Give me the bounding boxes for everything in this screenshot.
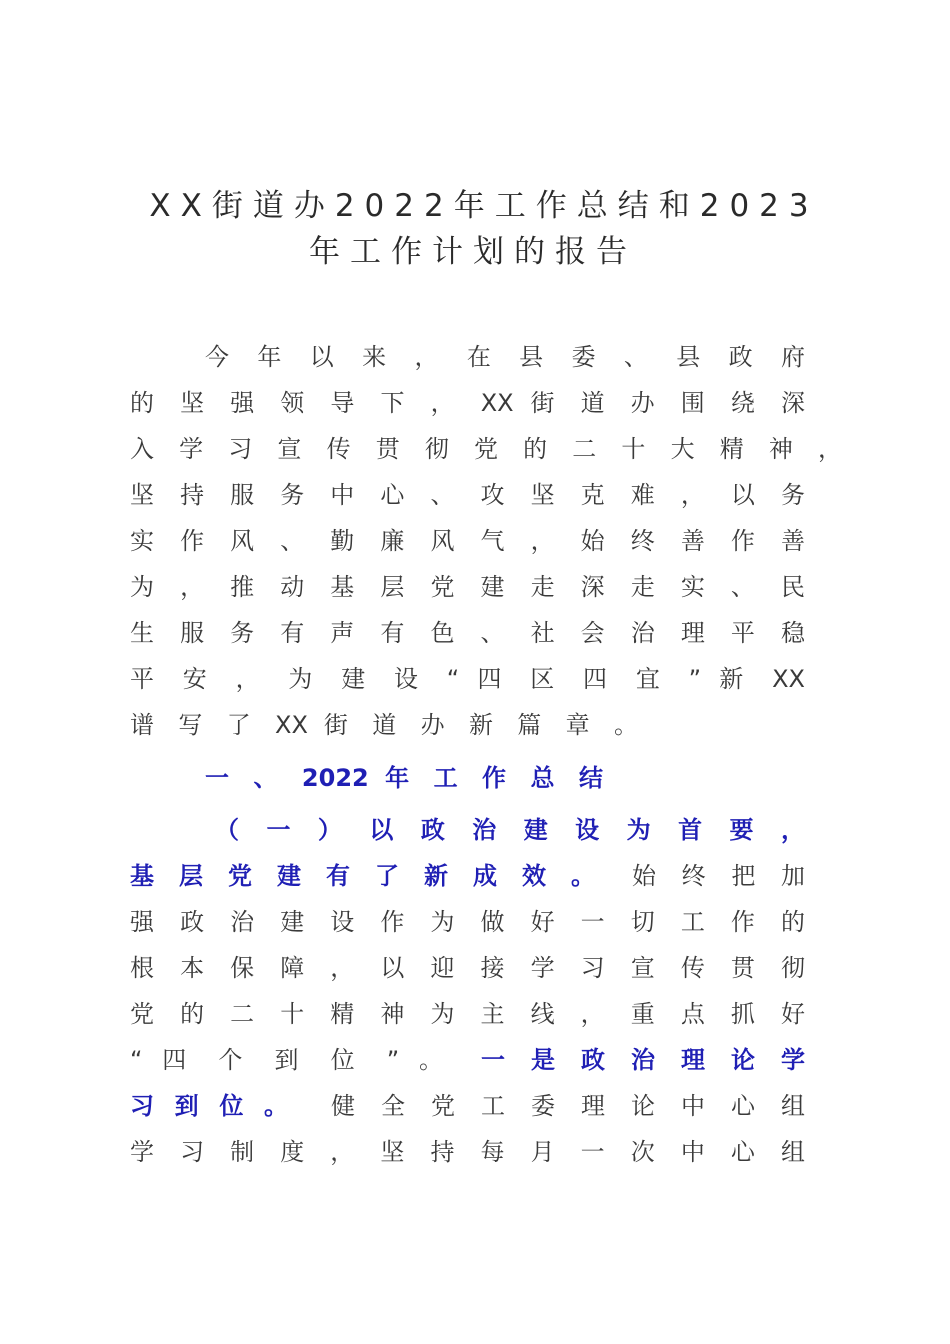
paragraph-line: 根 本 保 障 ， 以 迎 接 学 习 宣 传 贯 彻	[130, 954, 805, 982]
subsection-heading-cont: 基 层 党 建 有 了 新 成 效 。	[130, 862, 595, 890]
paragraph-line: 谱 写 了 XX 街 道 办 新 篇 章 。	[130, 711, 638, 739]
paragraph-line: 学 习 制 度 ， 坚 持 每 月 一 次 中 心 组	[130, 1138, 805, 1166]
paragraph-line: 坚 持 服 务 中 心 、 攻 坚 克 难 ， 以 务	[130, 481, 805, 509]
paragraph-line: 党 的 二 十 精 神 为 主 线 ， 重 点 抓 好	[130, 1000, 805, 1028]
paragraph-line: 入 学 习 宣 传 贯 彻 党 的 二 十 大 精 神 ，	[130, 435, 842, 463]
paragraph-line: 为 ， 推 动 基 层 党 建 走 深 走 实 、 民	[130, 573, 805, 601]
paragraph-line: 生 服 务 有 声 有 色 、 社 会 治 理 平 稳	[130, 619, 805, 647]
paragraph-line: 今 年 以 来 ， 在 县 委 、 县 政 府	[205, 343, 805, 371]
point-heading: 一 是 政 治 理 论 学	[481, 1046, 805, 1074]
title-line-1: XX街道办2022年工作总结和2023	[149, 188, 819, 224]
document-title	[0, 183, 950, 275]
section-heading: 一 、 2022 年 工 作 总 结	[205, 764, 603, 792]
paragraph-line: 强 政 治 建 设 作 为 做 好 一 切 工 作 的	[130, 908, 805, 936]
point-heading-cont: 习 到 位 。	[130, 1092, 288, 1120]
paragraph-line: 实 作 风 、 勤 廉 风 气 ， 始 终 善 作 善	[130, 527, 805, 555]
subsection-heading: （ 一 ） 以 政 治 建 设 为 首 要 ，	[215, 816, 805, 844]
paragraph-line: “ 四 个 到 位 ” 。	[130, 1046, 443, 1074]
title-line-2: 年工作计划的报告	[309, 234, 637, 270]
paragraph-line: 始 终 把 加	[632, 862, 805, 890]
paragraph-line: 健 全 党 工 委 理 论 中 心 组	[331, 1092, 805, 1120]
paragraph-line: 平 安 ， 为 建 设 “ 四 区 四 宜 ” 新 XX	[130, 665, 805, 693]
paragraph-line: 的 坚 强 领 导 下 ， XX 街 道 办 围 绕 深	[130, 389, 805, 417]
